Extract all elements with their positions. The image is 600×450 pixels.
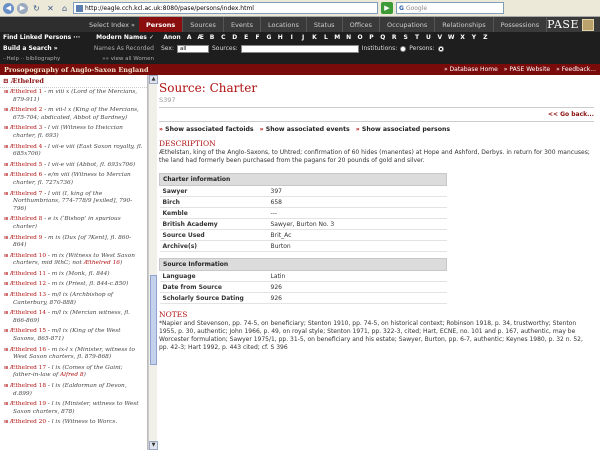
field-label: Kemble <box>160 208 268 219</box>
show-factoids-link[interactable]: » Show associated factoids <box>159 126 254 133</box>
field-label: Source Used <box>160 230 268 241</box>
field-value: --- <box>268 208 447 219</box>
person-note: - l ix (Minister, witness to West Saxon charters, 878) <box>13 401 139 415</box>
expand-icon[interactable]: ⊞ <box>4 364 10 371</box>
expand-icon[interactable]: ⊞ <box>4 234 10 241</box>
browser-toolbar <box>0 0 600 17</box>
table-row <box>160 230 447 241</box>
charter-info-table <box>159 173 447 252</box>
subbar-row-2 <box>0 43 600 54</box>
alpha-letter[interactable]: J <box>301 34 305 41</box>
expand-icon[interactable]: ⊞ <box>4 310 10 317</box>
person-note: - e/m viii (Witness to Mercian charter, fl. 727x736) <box>13 172 131 186</box>
person-name-link[interactable]: Æthelred 20 <box>9 419 47 426</box>
expand-icon[interactable]: ⊞ <box>4 190 10 197</box>
sex-label: Sex: <box>161 45 174 52</box>
table-row <box>160 271 447 282</box>
stop-icon[interactable]: ✕ <box>47 3 54 13</box>
notes-heading: NOTES <box>159 310 188 319</box>
logo-text: PASE <box>547 18 579 31</box>
person-note: - m ix (Priest, fl. 844-c.850) <box>46 281 129 288</box>
alpha-letter[interactable]: D <box>232 34 238 41</box>
list-item[interactable] <box>0 364 147 382</box>
alpha-letter[interactable]: Z <box>483 34 488 41</box>
person-note: - l ix (Ealdorman of Devon, d.899) <box>13 383 127 397</box>
field-label: Sawyer <box>160 186 268 197</box>
source-info-table <box>159 258 447 304</box>
alpha-letter[interactable]: U <box>425 34 431 41</box>
field-value: 926 <box>268 293 447 304</box>
field-value: Latin <box>268 271 447 282</box>
sources-select[interactable] <box>241 45 359 53</box>
alpha-letter[interactable]: X <box>460 34 465 41</box>
alpha-letter[interactable]: C <box>221 34 226 41</box>
person-note: - l viii (I, king of the Northumbrians, 774-778/9 [exiled], 790-796) <box>13 190 133 212</box>
alpha-letter[interactable]: E <box>244 34 249 41</box>
expand-icon[interactable]: ⊞ <box>4 125 10 132</box>
alpha-letter[interactable]: W <box>447 34 455 41</box>
feedback-link[interactable]: » Feedback... <box>556 66 596 73</box>
search-input[interactable] <box>396 2 504 14</box>
alpha-letter[interactable]: F <box>255 34 260 41</box>
divider <box>159 121 594 122</box>
expand-icon[interactable]: ⊞ <box>4 292 10 299</box>
logo-badge-icon <box>582 19 594 31</box>
sources-label: Sources: <box>211 45 238 52</box>
expand-icon[interactable]: ⊞ <box>4 89 10 95</box>
person-note: - m vii-l x (King of the Mercians, 675-704; abdicated, Abbot of Bardney) <box>13 107 139 121</box>
person-name-link[interactable]: Æthelred 18 <box>9 383 47 389</box>
list-item[interactable] <box>0 400 147 418</box>
field-value: Sawyer, Burton No. 3 <box>268 219 447 230</box>
tab-status[interactable]: Status <box>307 17 343 32</box>
page-title: Source: Charter <box>159 81 258 95</box>
persons-radio[interactable] <box>438 46 444 52</box>
field-label: Archive(s) <box>160 241 268 252</box>
pase-logo <box>547 17 600 32</box>
list-item[interactable] <box>0 327 147 345</box>
expand-icon[interactable]: ⊞ <box>4 401 10 408</box>
table-row <box>160 186 447 197</box>
field-value: Burton <box>268 241 447 252</box>
alpha-letter[interactable]: L <box>323 34 328 41</box>
person-name-link[interactable]: Æthelred 17 <box>9 364 47 371</box>
expand-icon[interactable]: ⊞ <box>4 328 10 335</box>
table-row <box>160 197 447 208</box>
notes-text: *Napier and Stevenson, pp. 74-5, on beneficiary; Stenton 1910, pp. 74-5, on historical context; Robinson 1918, p. 34, trustworthy; Stenton 1955, p. 30, authentic; John 1966, p. 49, on royal style; Stenton 1971, pp. 322-3, cited; Hart, ECNE, no. 101 and p. 167, authentic, may be Worcester formulation; Sawyer 1975/1, pp. 31-5, on beneficiary and his estate; Sawyer, Burton, pp. 6-7, authentic; Keynes 1980, p. 32 n. 52, pp. 42-3; Hart 1992, p. 443 cited; cf. S 396 <box>159 320 583 351</box>
person-name-link[interactable]: Æthelred 6 <box>9 172 43 179</box>
person-name-link[interactable]: Æthelred 4 <box>9 143 43 150</box>
filter-row <box>157 45 444 53</box>
alpha-letter[interactable]: N <box>346 34 352 41</box>
go-back-link[interactable]: << Go back... <box>547 111 594 118</box>
person-name-link[interactable]: Æthelred 15 <box>9 328 47 335</box>
expand-icon[interactable]: ⊞ <box>4 172 10 179</box>
alpha-anon[interactable]: Anon <box>163 34 181 41</box>
tab-sources[interactable]: Sources <box>183 17 224 32</box>
person-note: - l ix (Comes of the Gaini; father-in-law of <box>13 364 123 379</box>
list-item[interactable] <box>0 171 147 189</box>
person-note: - m/l ix (Mercian witness, fl. 866-869) <box>13 310 131 324</box>
alpha-letter[interactable]: A <box>186 34 192 41</box>
list-item[interactable] <box>0 190 147 216</box>
person-note: - l vii-e viii (East Saxon royalty, fl. 685x706) <box>13 143 143 158</box>
expand-icon[interactable]: ⊞ <box>4 252 10 259</box>
alpha-letter[interactable]: I <box>290 34 293 41</box>
expand-icon[interactable]: ⊞ <box>4 107 10 114</box>
go-button[interactable]: ▶ <box>381 2 393 14</box>
person-name-link[interactable]: Æthelred 19 <box>9 401 47 408</box>
modern-names-toggle[interactable]: Modern Names ✓ <box>96 34 154 41</box>
persons-sidebar <box>0 75 148 450</box>
person-ref-link[interactable]: Alfred 8 <box>59 372 84 379</box>
tab-locations[interactable]: Locations <box>261 17 307 32</box>
source-id: S397 <box>159 96 176 104</box>
alpha-letter[interactable]: B <box>209 34 215 41</box>
list-item[interactable] <box>0 215 147 233</box>
alpha-letter[interactable]: K <box>312 34 317 41</box>
table-row <box>160 293 447 304</box>
main-content <box>157 75 600 450</box>
alpha-letter[interactable]: V <box>437 34 443 41</box>
address-bar[interactable] <box>73 2 378 14</box>
pase-website-link[interactable]: » PASE Website <box>503 66 551 73</box>
scroll-thumb[interactable] <box>150 275 157 365</box>
scroll-up-icon[interactable]: ▲ <box>149 75 158 84</box>
expand-icon[interactable]: ⊞ <box>4 419 10 426</box>
charter-info-heading: Charter information <box>160 174 447 186</box>
person-name-link[interactable]: Æthelred 14 <box>9 310 47 317</box>
person-note: - m/l ix (King of the West Saxons, 865-871) <box>13 328 121 343</box>
expand-icon[interactable]: ⊞ <box>4 143 10 150</box>
alpha-letter[interactable]: H <box>277 34 283 41</box>
person-list <box>0 88 147 429</box>
institutions-radio[interactable] <box>400 46 406 52</box>
list-item[interactable] <box>0 309 147 327</box>
view-all-women-link[interactable]: »» view all Women <box>102 56 154 62</box>
person-note: - m viii x (Lord of the Mercians, 879-911) <box>13 89 138 103</box>
field-value: 397 <box>268 186 447 197</box>
field-label: Language <box>160 271 268 282</box>
person-name-link[interactable]: Æthelred 11 <box>9 270 47 277</box>
person-note: - l ix (Witness to Worcs. <box>46 419 118 426</box>
site-title: Prosopography of Anglo-Saxon England <box>4 65 149 74</box>
sidebar-scrollbar[interactable] <box>148 75 157 450</box>
expand-icon[interactable]: ⊞ <box>4 270 10 277</box>
subbar-row-3 <box>0 54 600 64</box>
home-icon[interactable]: ⌂ <box>61 3 68 13</box>
person-name-link[interactable]: Æthelred 3 <box>9 125 43 132</box>
google-icon: G <box>399 4 404 12</box>
table-row <box>160 282 447 293</box>
divider <box>159 107 594 108</box>
list-item[interactable] <box>0 88 147 106</box>
list-item[interactable] <box>0 161 147 172</box>
list-item[interactable] <box>0 418 147 429</box>
search-placeholder: Google <box>405 4 428 12</box>
alpha-letter[interactable]: P <box>369 34 374 41</box>
field-label: Birch <box>160 197 268 208</box>
person-name-link[interactable]: Æthelred 9 <box>9 234 43 241</box>
description-heading: DESCRIPTION <box>159 139 216 148</box>
url-text: http://eagle.cch.kcl.ac.uk:8080/pase/persons/index.html <box>85 4 254 12</box>
list-item[interactable] <box>0 291 147 309</box>
person-name-link[interactable]: Æthelred 7 <box>9 190 43 197</box>
expand-icon[interactable]: ⊞ <box>4 281 10 288</box>
list-item[interactable] <box>0 270 147 281</box>
field-label: Scholarly Source Dating <box>160 293 268 304</box>
help-link[interactable]: ··Help ·· bibliography <box>3 56 61 62</box>
names-recorded-toggle[interactable]: Names As Recorded <box>93 45 154 52</box>
alphabet-index <box>157 34 491 41</box>
list-item[interactable] <box>0 124 147 142</box>
list-item[interactable] <box>0 143 147 161</box>
field-label: Date from Source <box>160 282 268 293</box>
alpha-letter[interactable]: R <box>391 34 397 41</box>
alpha-letter[interactable]: G <box>266 34 272 41</box>
person-ref-link[interactable]: Æthelred 16 <box>83 260 120 267</box>
show-events-link[interactable]: » Show associated events <box>259 126 350 133</box>
site-title-strip <box>0 64 600 75</box>
build-search-link[interactable]: Build a Search » <box>3 45 58 52</box>
reload-icon[interactable]: ↻ <box>33 3 40 13</box>
field-value: Brit_Ac <box>268 230 447 241</box>
person-name-link[interactable]: Æthelred 1 <box>9 89 43 95</box>
favicon-icon <box>76 5 83 12</box>
forward-icon[interactable]: ▶ <box>17 3 28 14</box>
tab-persons[interactable]: Persons <box>139 17 183 32</box>
person-name-link[interactable]: Æthelred 16 <box>9 346 47 353</box>
action-links <box>159 126 594 133</box>
expand-icon[interactable]: ⊞ <box>4 216 10 223</box>
list-item[interactable] <box>0 252 147 270</box>
select-index-label: Select Index » <box>0 17 139 32</box>
person-note-tail: ) <box>83 372 86 379</box>
field-value: 658 <box>268 197 447 208</box>
alpha-letter[interactable]: Æ <box>197 34 204 41</box>
person-name-link[interactable]: Æthelred 12 <box>9 281 47 288</box>
back-icon[interactable]: ◀ <box>3 3 14 14</box>
persons-label: Persons: <box>409 45 435 52</box>
scroll-down-icon[interactable]: ▼ <box>149 441 158 450</box>
alpha-letter[interactable]: S <box>403 34 408 41</box>
tab-offices[interactable]: Offices <box>343 17 380 32</box>
tab-possessions[interactable]: Possessions <box>494 17 548 32</box>
list-item[interactable] <box>0 346 147 364</box>
expand-icon[interactable]: ⊞ <box>4 161 10 168</box>
alpha-letter[interactable]: Q <box>380 34 386 41</box>
find-linked-persons-link[interactable]: Find Linked Persons ··· <box>3 34 81 41</box>
sex-select[interactable]: all <box>177 45 209 53</box>
table-row <box>160 219 447 230</box>
person-name-link[interactable]: Æthelred 5 <box>9 161 43 168</box>
expand-icon[interactable]: ⊞ <box>4 346 10 353</box>
sidebar-heading[interactable]: ⊟ Æthelred <box>0 75 147 88</box>
tab-occupations[interactable]: Occupations <box>380 17 435 32</box>
field-label: British Academy <box>160 219 268 230</box>
field-value: 926 <box>268 282 447 293</box>
show-persons-link[interactable]: » Show associated persons <box>355 126 451 133</box>
list-item[interactable] <box>0 280 147 291</box>
person-note: - m/l ix (Archbishop of Canterbury, 870-888) <box>13 292 113 306</box>
person-note: - m ix (Monk, fl. 844) <box>46 270 110 277</box>
alpha-letter[interactable]: O <box>357 34 363 41</box>
person-note: - m ix (Dux [of ?Kent], fl. 860-864) <box>13 234 132 249</box>
description-text: Æthelstan, king of the Anglo-Saxons, to Uhtred; confirmation of 60 hides (manentes) at Hope and Ashford, Derbys. in return for 300 mancuses; the land had formerly been purchased from the pagans for 20 pounds of gold and silver. <box>159 149 590 164</box>
person-note: - e ix (‘Bishop’ in spurious charter) <box>13 216 121 230</box>
person-name-link[interactable]: Æthelred 13 <box>9 292 47 299</box>
expand-icon[interactable]: ⊞ <box>4 383 10 389</box>
person-name-link[interactable]: Æthelred 10 <box>9 252 47 259</box>
alpha-letter[interactable]: Y <box>471 34 477 41</box>
subbar-row-1 <box>0 32 600 43</box>
person-note: - l vii-e viii (Abbot, fl. 693x706) <box>42 161 136 168</box>
person-note: - l vii (Witness to Hwiccian charter, fl. 693) <box>13 125 123 139</box>
table-row <box>160 208 447 219</box>
table-row <box>160 241 447 252</box>
person-note: - m ix-l x (Minister, witness to West Saxon charters, fl. 879-868) <box>13 346 135 361</box>
person-name-link[interactable]: Æthelred 8 <box>9 216 43 223</box>
main-nav <box>0 17 600 32</box>
list-item[interactable] <box>0 106 147 124</box>
alpha-letter[interactable]: M <box>334 34 341 41</box>
source-info-heading: Source Information <box>160 259 447 271</box>
tab-events[interactable]: Events <box>224 17 261 32</box>
institutions-label: Institutions: <box>361 45 398 52</box>
person-note-tail: ) <box>119 260 123 267</box>
database-home-link[interactable]: » Database Home <box>443 66 498 73</box>
list-item[interactable] <box>0 382 147 400</box>
tab-relationships[interactable]: Relationships <box>435 17 493 32</box>
person-note: - m ix (Witness to West Saxon charters, mid 9thC; not <box>13 252 135 267</box>
list-item[interactable] <box>0 234 147 252</box>
person-name-link[interactable]: Æthelred 2 <box>9 107 43 114</box>
alpha-letter[interactable]: T <box>414 34 420 41</box>
